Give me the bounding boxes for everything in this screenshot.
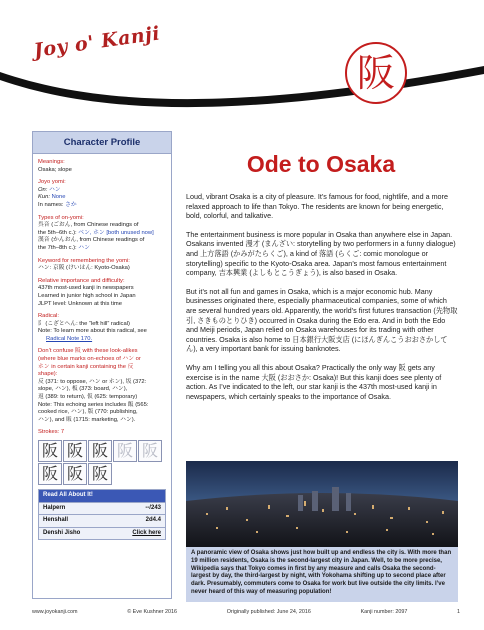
meanings-label: Meanings: [38, 159, 65, 165]
joy-o-kanji-logo: Joy o' Kanji [32, 22, 162, 62]
keyword-label: Keyword for remembering the yomi: [38, 257, 130, 264]
denshi-jisho-link[interactable]: Click here [132, 529, 161, 536]
types-text: 漢音 (かんおん, from Chinese readings of [38, 237, 145, 244]
joyo-yomi-label: Joyo yomi: [38, 179, 66, 186]
types-text: 呉音 (ごおん, from Chinese readings of [38, 222, 139, 229]
stroke-step: 阪 [138, 440, 162, 462]
confuse-label: Don’t confuse 阪 with these look-alikes [38, 348, 138, 355]
row-label: Henshall [43, 517, 69, 524]
character-profile-sidebar [32, 131, 172, 599]
paragraph: The entertainment business is more popular in Osaka than anywhere else in Japan. Osakans invented 漫才 (まんざい: storytelling by two performers in a funny dialogue) and 上方落語 (かみがたらくご), a kind of 落語 (らくご: comic monologue or storytelling) specific to the Kyoto-Osaka area. Japan’s most famous entertainment company, 吉本興業 (よしもとこうぎょう), is also based in Osaka. [186, 229, 456, 278]
stroke-step: 阪 [88, 440, 112, 462]
types-label: Types of on-yomi: [38, 214, 84, 221]
confuse-text: ハン), and 販 (1715: marketing, ハン). [38, 416, 136, 423]
osaka-panorama-photo [186, 461, 458, 547]
stroke-step: 阪 [88, 463, 112, 485]
footer-kanji-number: Kanji number: 2097 [360, 609, 408, 615]
stroke-step: 阪 [63, 463, 87, 485]
paragraph: But it’s not all fun and games in Osaka, which is a major economic hub. Many businesses originated there, especially pharmaceutical companies, some of which are several hundred years old. Apparently, the world’s first futures transaction (先物取引, さきものとりひき) occurred in Osaka during the Edo era. And in both the Edo and Meiji periods, Japan relied on Osaka warehouses for its trading with other countries. Osaka is also home to 日本銀行大阪支店 (にほんぎんこうおおさかしてん), a very important bank for issuing banknotes. [186, 286, 458, 354]
photo-caption: A panoramic view of Osaka shows just how built up and endless the city is. With more than 19 million residents, Osaka is the second-largest city in Japan. Well, to be more precise, Wikipedia says that Tokyo comes in first by any measure and calls Osaka the second-largest by day, the third-largest by night, with Yokohama shifting up to second place after dark. Presumably, commuters come to Osaka for work but live outside the city limits. I’ve never heard of this way of measuring population! [186, 547, 458, 602]
types-text: the 5th–6th c.): ベン, ホン [both unused now] [38, 229, 154, 236]
sidebar-title: Character Profile [33, 132, 171, 154]
confuse-text: 返 (389: to return), 仮 (625: temporary) [38, 394, 138, 401]
confuse-text: 反 (371: to oppose, ハン or ホン), 坂 (372: [38, 378, 147, 385]
stroke-order-grid [38, 440, 166, 485]
importance-text: 437th most-used kanji in newspapers [38, 285, 134, 292]
confuse-text: cooked rice, ハン), 版 (770: publishing, [38, 409, 138, 416]
strokes-label: Strokes: 7 [38, 429, 65, 436]
radical-label: Radical: [38, 313, 59, 320]
footer [32, 609, 460, 615]
footer-site[interactable]: www.joyokanji.com [32, 609, 78, 615]
header-swoosh [0, 0, 484, 125]
importance-label: Relative importance and difficulty: [38, 277, 125, 284]
paragraph: Why am I telling you all this about Osaka? Practically the only way 阪 gets any exercise is in the name 大阪 (おおさか: Osaka)! But this kanji does see plenty of action. As I’ve indicated to the left, our star kanji is the 437th most-used kanji in newspapers, which certainly speaks to the importance of Osaka. [186, 362, 442, 401]
row-label: Halpern [43, 504, 66, 511]
footer-published: Originally published: June 24, 2016 [226, 609, 311, 615]
stroke-step: 阪 [113, 440, 137, 462]
radical-note-link[interactable]: Radical Note 170. [46, 335, 93, 342]
names-yomi-line: In names: さか [38, 201, 77, 208]
row-value: 2d4.4 [145, 517, 161, 524]
table-row [39, 527, 165, 540]
read-all-heading: Read All About It! [39, 490, 165, 502]
confuse-text: ホン in certain kanji containing the 反 [38, 363, 134, 370]
confuse-text: (where blue marks on-echoes of ハン or [38, 356, 141, 363]
confuse-text: slope, ハン), 板 (373: board, ハン), [38, 386, 128, 393]
article-title: Ode to Osaka [246, 151, 396, 177]
confuse-text: Note: This echoing series includes 飯 (565: [38, 401, 149, 408]
stroke-step: 阪 [38, 463, 62, 485]
importance-text: Learned in junior high school in Japan [38, 292, 136, 299]
radical-text: Note: To learn more about this radical, see [38, 328, 147, 335]
footer-page-number: 1 [456, 609, 460, 615]
featured-kanji: 阪 [345, 42, 407, 104]
article-body [186, 192, 458, 410]
keyword-value: ハン: 京阪 (けいはん: Kyoto-Osaka) [38, 265, 130, 272]
meanings-value: Osaka; slope [38, 166, 72, 173]
footer-copyright: © Eve Kushner 2016 [127, 609, 178, 615]
read-all-about-it-table [38, 489, 166, 540]
stroke-step: 阪 [38, 440, 62, 462]
kun-yomi-line: Kun: None [38, 194, 66, 201]
types-text: the 7th–8th c.): ハン [38, 244, 90, 251]
paragraph: Loud, vibrant Osaka is a city of pleasure. It’s famous for food, nightlife, and a more relaxed approach to life than Tokyo. The residents are known for being energetic, bold, colorful, and talkative. [186, 192, 448, 221]
table-row [39, 502, 165, 515]
confuse-text: shape): [38, 371, 58, 378]
row-value: --/243 [145, 504, 161, 511]
row-label: Denshi Jisho [43, 529, 81, 536]
table-row [39, 514, 165, 527]
on-yomi-line: On: ハン [38, 186, 61, 193]
radical-text: 阝 (こざとへん: the “left hill” radical) [38, 320, 130, 327]
importance-text: JLPT level: Unknown at this time [38, 300, 122, 307]
stroke-step: 阪 [63, 440, 87, 462]
